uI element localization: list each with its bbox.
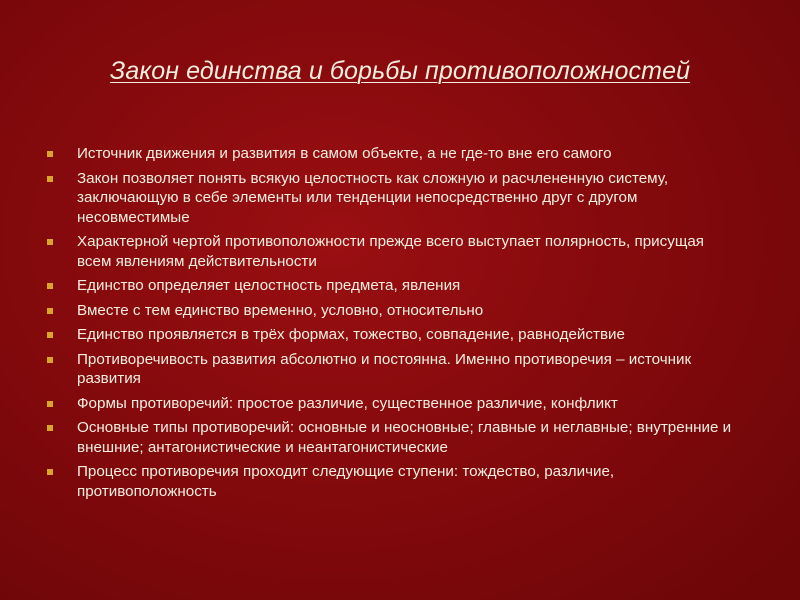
bullet-text: Процесс противоречия проходит следующие ступени: тождество, различие, противоположность [77,463,615,500]
list-item [47,325,737,345]
slide-title: Закон единства и борьбы противоположностей [109,57,691,85]
bullet-text: Единство проявляется в трёх формах, тожество, совпадение, равнодействие [77,326,625,343]
bullet-text: Основные типы противоречий: основные и неосновные; главные и неглавные; внутренние и внешние; антагонистические и неантагонистические [77,419,732,456]
bullet-text: Характерной чертой противоположности прежде всего выступает полярность, присущая всем явлениям действительности [77,233,705,270]
square-bullet-icon [47,176,53,182]
list-item [47,301,737,321]
bullet-text: Источник движения и развития в самом объекте, а не где-то вне его самого [77,145,612,162]
list-item [47,394,737,414]
list-item [47,418,737,457]
square-bullet-icon [47,469,53,475]
list-item [47,462,737,501]
square-bullet-icon [47,151,53,157]
list-item [47,232,737,271]
square-bullet-icon [47,239,53,245]
square-bullet-icon [47,401,53,407]
bullet-text: Вместе с тем единство временно, условно, относительно [77,301,484,319]
square-bullet-icon [47,283,53,289]
square-bullet-icon [47,308,53,314]
bullet-text: Противоречивость развития абсолютно и постоянна. Именно противоречия – источник развития [77,350,692,387]
list-item [47,350,737,389]
bullet-text: Формы противоречий: простое различие, существенное различие, конфликт [77,394,618,412]
bullet-text: Закон позволяет понять всякую целостность как сложную и расчлененную систему, заключающую в себе элементы или тенденции непосредственно друг с другом несовместимые [77,169,669,226]
list-item [47,276,737,296]
square-bullet-icon [47,357,53,363]
square-bullet-icon [47,425,53,431]
bullet-list [47,144,737,506]
bullet-text: Единство определяет целостность предмета, явления [77,277,461,294]
square-bullet-icon [47,332,53,338]
list-item [47,144,737,164]
list-item [47,169,737,228]
